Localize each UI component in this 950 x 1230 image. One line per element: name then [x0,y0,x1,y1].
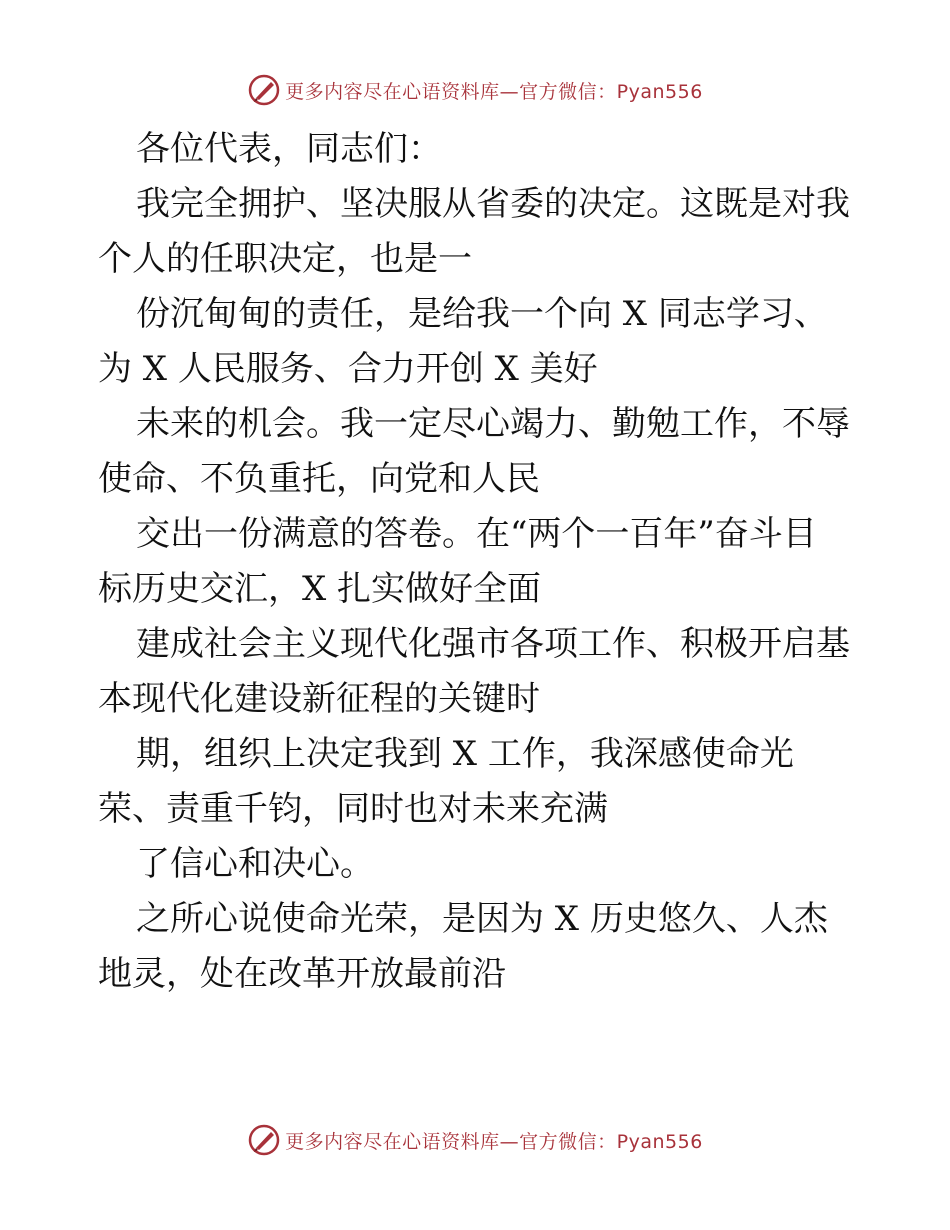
body-line: 期，组织上决定我到 X 工作，我深感使命光 [136,734,794,774]
body-line: 份沉甸甸的责任，是给我一个向 X 同志学习、 [136,294,828,334]
watermark-text: 更多内容尽在心语资料库—官方微信：Pyan556 [285,1130,703,1153]
header-watermark [0,70,950,110]
document-body [98,122,858,1002]
body-line: 个人的任职决定，也是一 [98,239,472,279]
body-line: 未来的机会。我一定尽心竭力、勤勉工作，不辱 [136,404,850,444]
quill-logo-icon [247,1123,281,1157]
body-line: 荣、责重千钧，同时也对未来充满 [98,789,608,829]
quill-logo-icon [247,73,281,107]
body-line: 建成社会主义现代化强市各项工作、积极开启基 [136,624,850,664]
body-line: 了信心和决心。 [136,844,374,884]
body-line: 之所心说使命光荣，是因为 X 历史悠久、人杰 [136,899,828,939]
body-line: 交出一份满意的答卷。在“两个一百年”奋斗目 [136,514,817,554]
body-line: 使命、不负重托，向党和人民 [98,459,540,499]
watermark-text: 更多内容尽在心语资料库—官方微信：Pyan556 [285,80,703,103]
body-line: 地灵，处在改革开放最前沿 [98,954,506,994]
body-line: 各位代表，同志们： [136,129,442,169]
body-line: 为 X 人民服务、合力开创 X 美好 [98,349,598,389]
body-line: 标历史交汇，X 扎实做好全面 [98,569,542,609]
body-line: 我完全拥护、坚决服从省委的决定。这既是对我 [136,184,850,224]
footer-watermark [0,1120,950,1160]
body-line: 本现代化建设新征程的关键时 [98,679,540,719]
